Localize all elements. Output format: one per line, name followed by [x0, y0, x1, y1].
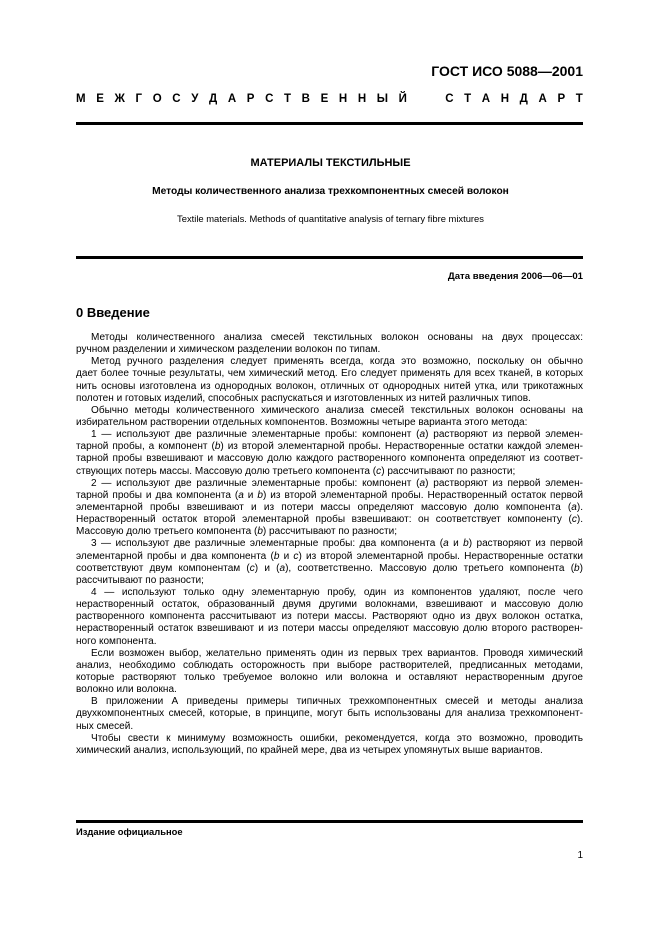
text-line: химический анализ, использующий, по крайней мере, два из четырех упомянутых выше вариантов. [76, 744, 543, 756]
banner-letter: Ы [376, 93, 389, 105]
text-line: элементарной пробы и два компонента (b и c) из второй элементарной пробы. Нерастворенные остатки [76, 550, 583, 562]
footer-rule [76, 820, 583, 823]
text-line: нерастворенный остаток, образованный двумя другими волокнами, взвешивают и массовую долю [76, 599, 583, 611]
paragraph [76, 429, 583, 478]
text-line: соответствуют двум компонентам (c) и (a), соответственно. Массовую долю третьего компонента (b) [76, 562, 583, 574]
text-line: рассчитывают по разности; [76, 574, 204, 586]
banner-letter: О [152, 93, 162, 105]
paragraph [76, 538, 583, 587]
banner-letter: Ж [114, 93, 125, 105]
interstate-standard-banner [76, 93, 583, 105]
banner-letter: Д [209, 93, 218, 105]
banner-letter: Т [464, 93, 472, 105]
text-line: ствующих потерь массы. Массовую долю третьего компонента (c) рассчитывают по разности; [76, 465, 516, 477]
banner-letter: В [301, 93, 310, 105]
text-line: тарной пробы и два компонента (a и b) из второй элементарной пробы. Нерастворенный остаток первой [76, 489, 583, 501]
text-line: двухкомпонентных смесей, которые, в принципе, могут быть использованы для анализа трехкомпонент- [76, 708, 583, 720]
text-line: элементарной пробы взвешивают и из потери массы определяют массовую долю компонента (a). [76, 501, 583, 513]
banner-letter: Е [320, 93, 329, 105]
text-line: 4 — используют только одну элементарную пробу, один из компонентов удаляют, после чего [91, 586, 583, 598]
title-en: Textile materials. Methods of quantitative analysis of ternary fibre mixtures [177, 213, 484, 224]
paragraph [76, 405, 583, 429]
banner-letter: С [172, 93, 181, 105]
text-line: Нерастворенный остаток второй элементарной пробы взвешивают: он соответствует компоненту (c). [76, 514, 583, 526]
text-line: Массовую долю третьего компонента (b) рассчитывают по разности; [76, 526, 398, 538]
text-line: Обычно методы количественного химического анализа смесей текстильных волокон основаны на [91, 404, 583, 416]
banner-letter: Т [575, 93, 583, 105]
banner-letter: С [265, 93, 274, 105]
text-line: растворенного компонента рассчитывают из потери массы. Растворяют одно из двух волокон остатка, [76, 611, 583, 623]
banner-letter: Й [398, 93, 407, 105]
paragraph [76, 478, 583, 539]
text-line: ручном разделении и химическом разделении волокон по типам. [76, 344, 381, 356]
banner-letter: Н [338, 93, 348, 105]
text-line: нить основы изготовлена из однородных волокон, отличных от однородных нитей утка, или трикотажных [76, 380, 583, 392]
text-line: тарной пробы, а компонент (b) из второй элементарной пробы. Нерастворенные остатки каждой элемен- [76, 441, 583, 453]
document-number: ГОСТ ИСО 5088—2001 [431, 63, 583, 79]
text-line: волокно или волокна. [76, 684, 177, 696]
paragraph [76, 696, 583, 732]
banner-letter: А [227, 93, 237, 105]
banner-letter: Н [357, 93, 367, 105]
banner-letter: А [538, 93, 547, 105]
paragraph [76, 332, 583, 356]
paragraph [76, 733, 583, 757]
edition-label: Издание официальное [76, 826, 183, 837]
page-number: 1 [577, 850, 583, 861]
banner-letter: Е [96, 93, 104, 105]
banner-letter: Н [500, 93, 510, 105]
text-line: В приложении А приведены примеры типичных трехкомпонентных смесей и методы анализа [91, 696, 583, 708]
banner-letter: У [191, 93, 199, 105]
header-rule [76, 122, 583, 125]
banner-letter: Т [284, 93, 292, 105]
text-line: ных смесей. [76, 720, 134, 732]
text-line: Чтобы свести к минимуму возможность ошибки, рекомендуется, когда это возможно, проводить [91, 732, 583, 744]
text-line: 3 — используют две различные элементарные пробы: два компонента (a и b) растворяют из первой [91, 538, 584, 550]
text-line: 1 — используют две различные элементарные пробы: компонент (a) растворяют из первой элемен- [91, 429, 583, 441]
text-line: Метод ручного разделения следует применять всегда, когда это возможно, поскольку он обычно [91, 356, 583, 368]
paragraph [76, 587, 583, 648]
banner-letter: Р [557, 93, 566, 105]
banner-letter: Р [246, 93, 255, 105]
banner-letter [431, 93, 434, 105]
text-line: которые растворяют только требуемое волокно или волокна и оставляют нерастворенным другое [76, 671, 583, 683]
paragraph [76, 356, 583, 405]
banner-letter: М [76, 93, 86, 105]
introduction-date: Дата введения 2006—06—01 [447, 271, 583, 282]
banner-letter: А [481, 93, 491, 105]
section-body [76, 332, 583, 757]
text-line: нерастворенный остаток взвешивают и из потери массы определяют массовую долю второго растворен- [76, 623, 583, 635]
banner-letter: Г [135, 93, 143, 105]
text-line: тарной пробы взвешивают и массовую долю каждого растворенного компонента определяют из соответ- [76, 453, 583, 465]
text-line: ного компонента. [76, 635, 157, 647]
text-line: дает более точные результаты, чем химический метод. Его следует применять для всех тканей, в которых [76, 368, 583, 380]
text-line: 2 — используют две различные элементарные пробы: компонент (a) растворяют из первой элемен- [91, 477, 583, 489]
banner-letter: Д [519, 93, 528, 105]
section-heading: 0 Введение [76, 305, 150, 320]
banner-letter: С [445, 93, 454, 105]
title-rule [76, 256, 583, 259]
paragraph [76, 648, 583, 697]
text-line: Методы количественного анализа смесей текстильных волокон основаны на двух процессах: [91, 332, 583, 343]
text-line: анализ, необходимо соблюдать осторожность при выборе растворителей, предписанных методами, [76, 659, 583, 671]
text-line: полотен и готовых изделий, способных распускаться и изготовленных из нитей различных типов. [76, 392, 531, 404]
banner-letter [418, 93, 421, 105]
subtitle-ru: Методы количественного анализа трехкомпонентных смесей волокон [152, 186, 509, 197]
text-line: избирательном растворении отдельных компонентов. Возможны четыре варианта этого метода: [76, 416, 528, 428]
title-ru: МАТЕРИАЛЫ ТЕКСТИЛЬНЫЕ [250, 157, 411, 169]
text-line: Если возможен выбор, желательно применять один из первых трех вариантов. Проводя химический [91, 647, 583, 659]
